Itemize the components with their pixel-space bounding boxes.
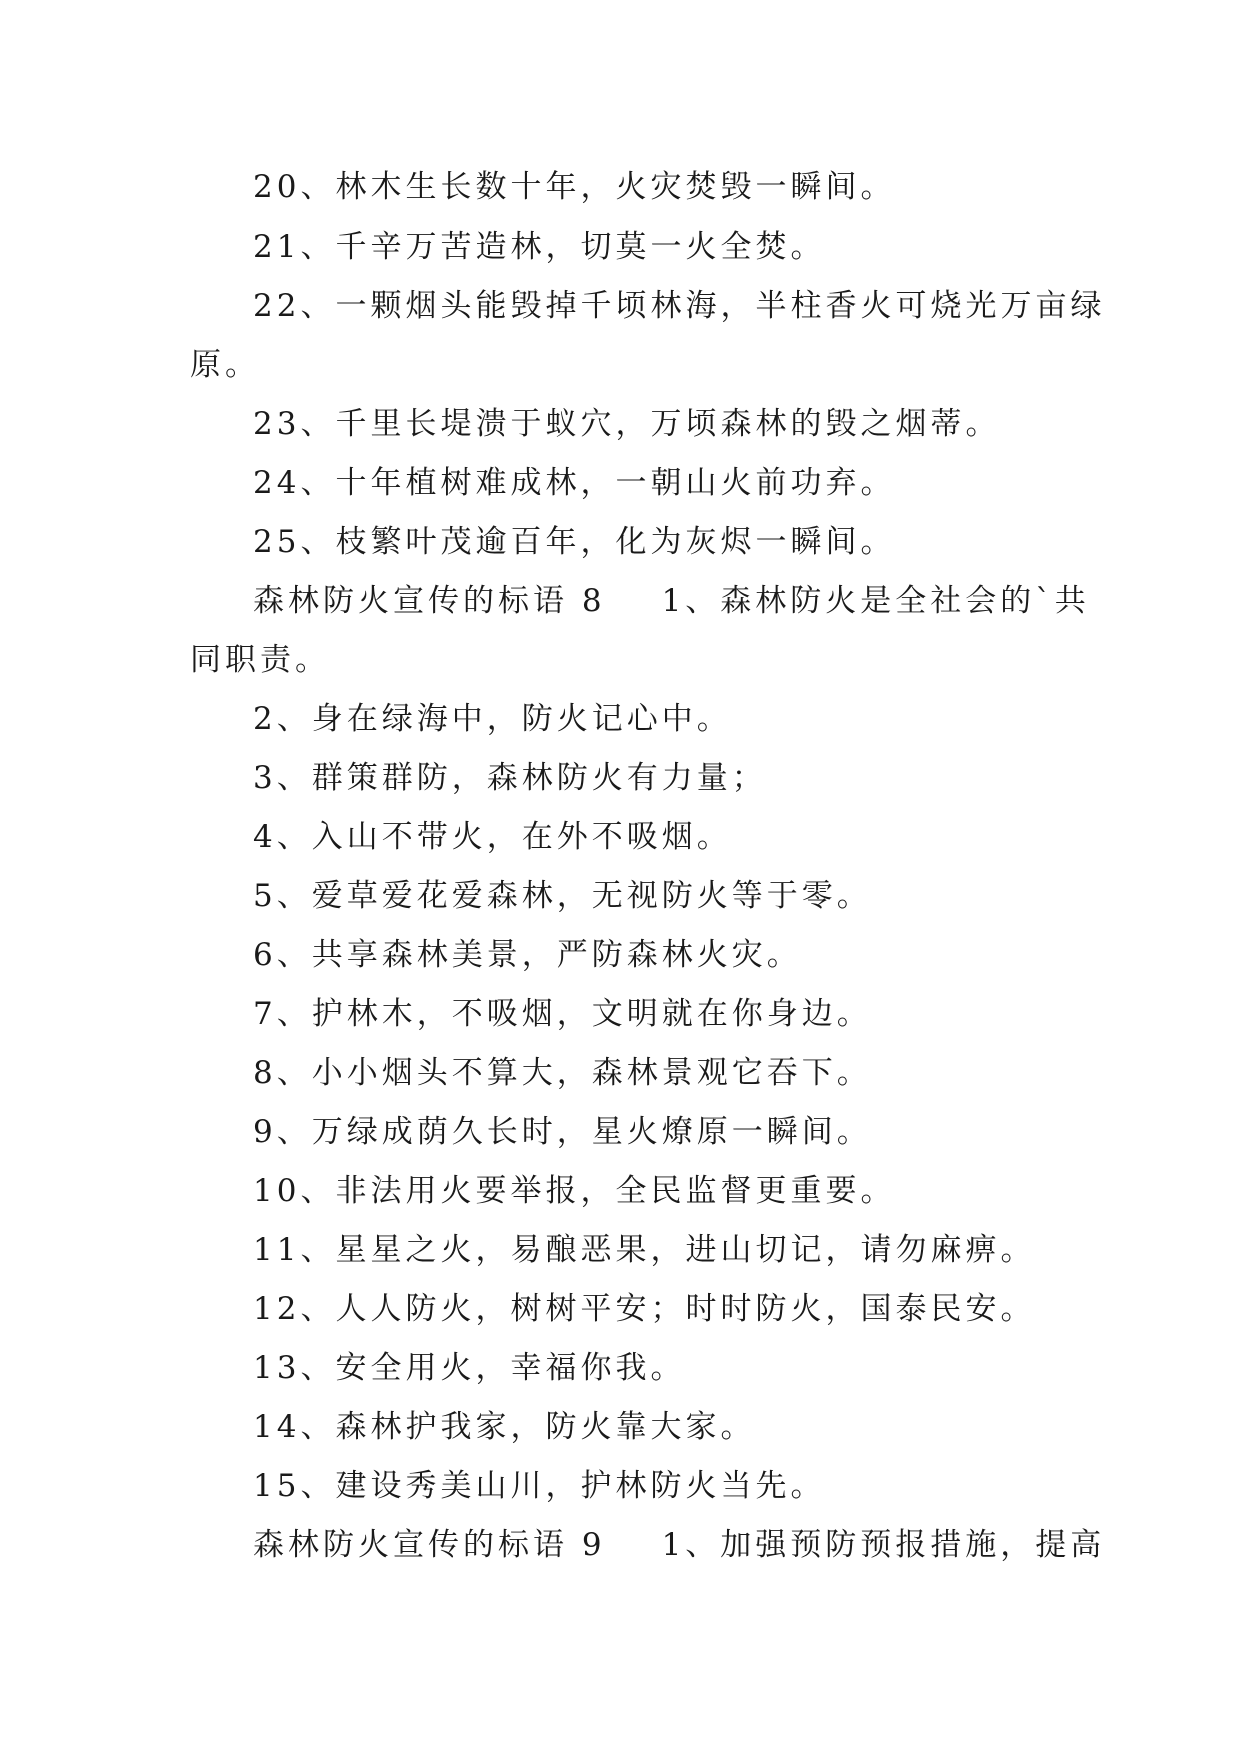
slogan-line-9: 9、万绿成荫久长时，星火燎原一瞬间。 [253, 1114, 872, 1150]
slogan-line-12: 12、人人防火，树树平安；时时防火，国泰民安。 [253, 1291, 1036, 1327]
section-8-heading: 森林防火宣传的标语 8 [253, 583, 606, 619]
slogan-line-22: 22、一颗烟头能毁掉千顷林海，半柱香火可烧光万亩绿 [253, 288, 1106, 324]
slogan-line-13: 13、安全用火，幸福你我。 [253, 1350, 686, 1386]
slogan-line-24: 24、十年植树难成林，一朝山火前功弃。 [253, 465, 896, 501]
slogan-line-10: 10、非法用火要举报，全民监督更重要。 [253, 1173, 896, 1209]
slogan-line-21: 21、千辛万苦造林，切莫一火全焚。 [253, 229, 826, 265]
slogan-line-23: 23、千里长堤溃于蚁穴，万顷森林的毁之烟蒂。 [253, 406, 1001, 442]
section-9-heading-line [253, 1525, 1105, 1565]
section-8-item-1-continued: 同职责。 [190, 642, 330, 678]
slogan-line-25: 25、枝繁叶茂逾百年，化为灰烬一瞬间。 [253, 524, 896, 560]
slogan-line-11: 11、星星之火，易酿恶果，进山切记，请勿麻痹。 [253, 1232, 1036, 1268]
slogan-line-14: 14、森林护我家，防火靠大家。 [253, 1409, 756, 1445]
section-8-item-1: 1、森林防火是全社会的`共 [661, 583, 1090, 619]
slogan-line-6: 6、共享森林美景，严防森林火灾。 [253, 937, 802, 973]
slogan-line-7: 7、护林木，不吸烟，文明就在你身边。 [253, 996, 872, 1032]
slogan-line-8: 8、小小烟头不算大，森林景观它吞下。 [253, 1055, 872, 1091]
section-9-item-1: 1、加强预防预报措施，提高 [661, 1527, 1106, 1563]
section-9-heading: 森林防火宣传的标语 9 [253, 1527, 606, 1563]
slogan-line-20: 20、林木生长数十年，火灾焚毁一瞬间。 [253, 169, 896, 205]
slogan-line-22-continued: 原。 [190, 347, 260, 383]
slogan-line-5: 5、爱草爱花爱森林，无视防火等于零。 [253, 878, 872, 914]
slogan-line-3: 3、群策群防，森林防火有力量； [253, 760, 767, 796]
section-8-heading-line [253, 581, 1090, 621]
slogan-line-15: 15、建设秀美山川，护林防火当先。 [253, 1468, 826, 1504]
slogan-line-4: 4、入山不带火，在外不吸烟。 [253, 819, 732, 855]
slogan-line-2: 2、身在绿海中，防火记心中。 [253, 701, 732, 737]
